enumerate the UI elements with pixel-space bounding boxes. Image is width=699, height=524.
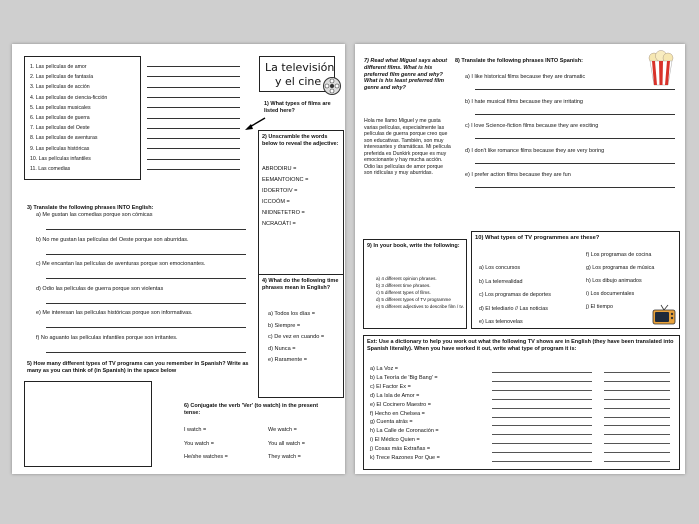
extension-box — [363, 335, 680, 470]
popcorn-icon — [646, 50, 676, 86]
tv-show-item: b) La Teoría de 'Big Bang' = — [370, 374, 438, 381]
translate-spanish-item: d) I don't like romance films because they are very boring — [465, 147, 605, 154]
question-1: 1) What types of films are listed here? — [264, 101, 331, 114]
program-type-line[interactable] — [604, 399, 670, 400]
write-following-item: b) 3 different time phrases. — [376, 283, 431, 288]
tv-type-item: e) Las telenovelas — [479, 319, 523, 325]
film-list-item: 11. Las comedias — [30, 165, 71, 172]
translate-spanish-item: e) I prefer action films because they are fun — [465, 172, 571, 178]
program-type-line[interactable] — [604, 425, 670, 426]
program-type-line[interactable] — [604, 434, 670, 435]
anagram-item: EEMANTOIONC = — [262, 177, 309, 183]
tv-type-item: i) Los documentales — [586, 291, 635, 297]
television-icon — [652, 304, 676, 326]
question-6-title: 6) Conjugate the verb 'Ver' (to watch) in the present tense: — [184, 403, 319, 416]
film-list-item: 7. Las películas del Oeste — [30, 125, 90, 132]
answer-line[interactable] — [46, 229, 246, 230]
anagram-item: ICCOÓM = — [262, 199, 290, 205]
tv-type-item: d) El telediario // Las noticias — [479, 305, 548, 312]
tv-show-item: k) Trece Razones Por Que = — [370, 455, 440, 461]
tv-show-item: a) La Voz = — [370, 366, 398, 372]
film-list-item: 10. Las películas infantiles — [30, 155, 91, 162]
answer-line[interactable] — [492, 399, 592, 400]
anagram-item: NCRAOÁTI = — [262, 221, 296, 227]
translate-english-item: e) Me interesan las películas históricas porque son informativas. — [36, 310, 193, 316]
program-type-line[interactable] — [604, 452, 670, 453]
answer-line[interactable] — [46, 327, 246, 328]
program-type-line[interactable] — [604, 461, 670, 462]
film-list-item: 2. Las películas de fantasía — [30, 74, 94, 81]
answer-line[interactable] — [492, 408, 592, 409]
time-phrases-box — [258, 274, 344, 398]
time-phrase-item: d) Nunca = — [268, 345, 296, 352]
film-list-item: 5. Las películas musicales — [30, 104, 91, 111]
program-type-line[interactable] — [604, 372, 670, 373]
film-list-item: 4. Las películas de ciencia-ficción — [30, 94, 108, 101]
question-4-title: 4) What do the following time phrases mean in English? — [262, 278, 339, 291]
answer-line[interactable] — [492, 390, 592, 391]
question-2-title: 2) Unscramble the words below to reveal the adjective: — [262, 134, 339, 147]
translate-english-item: c) Me encantan las películas de aventuras porque son emocionantes. — [36, 261, 206, 267]
tv-show-item: d) La Isla de Amor = — [370, 392, 420, 399]
answer-line[interactable] — [492, 452, 592, 453]
worksheet-page-2 — [355, 44, 685, 474]
write-following-item: d) 5 different types of TV programme — [376, 297, 451, 302]
tv-show-item: e) El Cocinero Maestro = — [370, 401, 431, 408]
answer-line[interactable] — [46, 278, 246, 279]
answer-line[interactable] — [147, 148, 240, 149]
conjugation-item: He/she watches = — [184, 454, 228, 460]
translate-english-item: f) No aguanto las películas infantiles porque son irritantes. — [36, 334, 178, 341]
conjugation-item: I watch = — [184, 427, 207, 433]
time-phrase-item: e) Raramente = — [268, 357, 308, 363]
film-reel-icon — [322, 76, 342, 96]
answer-line[interactable] — [492, 434, 592, 435]
write-following-item: c) 5 different types of films. — [376, 290, 431, 295]
extension-title: Ext: Use a dictionary to help you work out what the following TV shows are in English (they have been translated into Spanish literally). When you have worked it out, write what type of program it is: — [367, 339, 674, 352]
answer-line[interactable] — [492, 425, 592, 426]
worksheet-page-1 — [12, 44, 345, 474]
answer-line[interactable] — [475, 114, 675, 115]
answer-line[interactable] — [475, 163, 675, 164]
program-type-line[interactable] — [604, 417, 670, 418]
program-type-line[interactable] — [604, 390, 670, 391]
answer-line[interactable] — [147, 159, 240, 160]
translate-spanish-item: c) I love Science-fiction films because they are exciting — [465, 123, 599, 129]
answer-line[interactable] — [147, 107, 240, 108]
conjugation-item: You all watch = — [268, 440, 305, 447]
film-list-item: 8. Las películas de aventuras — [30, 135, 98, 142]
question-10-title: 10) What types of TV programmes are these? — [475, 235, 600, 241]
answer-line[interactable] — [147, 169, 240, 170]
film-list-item: 3. Las películas de acción — [30, 84, 90, 91]
answer-line[interactable] — [147, 128, 240, 129]
tv-type-item: f) Los programas de cocina — [586, 252, 652, 258]
films-list — [30, 62, 150, 174]
miguel-text: Hola me llamo Miguel y me gusta varias películas, especialmente las películas de guerra porque creo que son educativas. También, son muy interesantes y dramáticas. Mi película preferida es Dunkirk porque es muy emocionante y hay mucha acción. Odio las películas de amor porque son ridículas y muy aburridas. — [364, 118, 451, 176]
translate-english-item: a) Me gustan las comedias porque son cómicas — [36, 212, 153, 218]
anagram-item: NIIDNETETRO = — [262, 210, 305, 216]
tv-type-item: h) Los dibujo animados — [586, 278, 642, 284]
answer-line[interactable] — [475, 89, 675, 90]
film-list-item: 9. Las películas históricas — [30, 145, 90, 152]
answer-line[interactable] — [147, 138, 240, 139]
question-5-title: 5) How many different types of TV programs can you remember in Spanish? Write as many as you can think of (in Spanish) in the space below — [27, 361, 249, 374]
conjugation-item: You watch = — [184, 440, 214, 447]
tv-type-item: j) El tiempo — [586, 304, 613, 310]
write-following-item: e) 5 different adjectives to describe film / tv. — [376, 304, 464, 309]
time-phrase-item: a) Todos los días = — [268, 311, 316, 317]
anagram-list — [262, 164, 308, 230]
translate-english-item: d) Odio las películas de guerra porque son violentas — [36, 285, 164, 292]
program-type-line[interactable] — [604, 443, 670, 444]
film-list-item: 1. Las películas de amor — [30, 64, 87, 70]
tv-types-box — [471, 231, 680, 329]
film-list-item: 6. Las películas de guerra — [30, 114, 90, 121]
anagram-item: IDOERTOIV = — [262, 188, 298, 194]
answer-line[interactable] — [492, 443, 592, 444]
answer-line[interactable] — [475, 138, 675, 139]
answer-line[interactable] — [147, 87, 240, 88]
tv-show-item: g) Cuenta atrás = — [370, 419, 413, 426]
answer-line[interactable] — [492, 461, 592, 462]
time-phrases-list — [268, 309, 324, 367]
tv-type-item: a) Los concursos — [479, 265, 521, 271]
tv-show-item: f) Hecho en Chelsea = — [370, 410, 425, 417]
tv-show-item: i) El Médico Quien = — [370, 437, 420, 444]
conjugation-item: We watch = — [268, 427, 297, 433]
translate-english-item: b) No me gustan las películas del Oeste porque son aburridas. — [36, 236, 189, 243]
conjugation-item: They watch = — [268, 454, 301, 460]
answer-line[interactable] — [147, 76, 240, 77]
answer-line[interactable] — [147, 118, 240, 119]
films-list-box — [24, 56, 141, 180]
tv-show-item: j) Cosas más Extrañas = — [370, 446, 431, 453]
program-type-line[interactable] — [604, 381, 670, 382]
answer-line[interactable] — [475, 187, 675, 188]
anagram-item: ABRODIRU = — [262, 166, 297, 172]
answer-line[interactable] — [492, 381, 592, 382]
program-type-line[interactable] — [604, 408, 670, 409]
answer-line[interactable] — [147, 66, 240, 67]
answer-line[interactable] — [147, 97, 240, 98]
tv-show-item: h) La Calle de Coronación = — [370, 428, 439, 435]
tv-show-item: c) El Factor Ex = — [370, 383, 411, 390]
tv-type-item: g) Los programas de música — [586, 265, 655, 271]
answer-line[interactable] — [46, 303, 246, 304]
question-9-title: 9) In your book, write the following: — [367, 243, 460, 249]
answer-line[interactable] — [46, 352, 246, 353]
tv-type-item: b) La telerrealidad — [479, 278, 523, 285]
write-following-item: a) 4 different opinion phrases. — [376, 276, 437, 281]
question-7-title: 7) Read what Miguel says about different films. What is his preferred film genre and why? What is his least preferred film genre and why? — [364, 58, 448, 92]
answer-line[interactable] — [492, 372, 592, 373]
q5-answer-box — [24, 381, 152, 467]
time-phrase-item: c) De vez en cuando = — [268, 334, 325, 340]
time-phrase-item: b) Siempre = — [268, 322, 301, 329]
translate-spanish-item: a) I like historical films because they are dramatic — [465, 74, 586, 80]
title-line-1: La televisión — [265, 61, 335, 74]
title-line-2: y el cine — [275, 75, 322, 88]
tv-type-item: c) Los programas de deportes — [479, 292, 551, 298]
question-3-title: 3) Translate the following phrases INTO English: — [27, 205, 154, 211]
write-following-box — [363, 239, 467, 329]
answer-line[interactable] — [492, 417, 592, 418]
question-8-title: 8) Translate the following phrases INTO Spanish: — [455, 58, 583, 64]
translate-spanish-item: b) I hate musical films because they are irritating — [465, 98, 583, 105]
answer-line[interactable] — [46, 254, 246, 255]
